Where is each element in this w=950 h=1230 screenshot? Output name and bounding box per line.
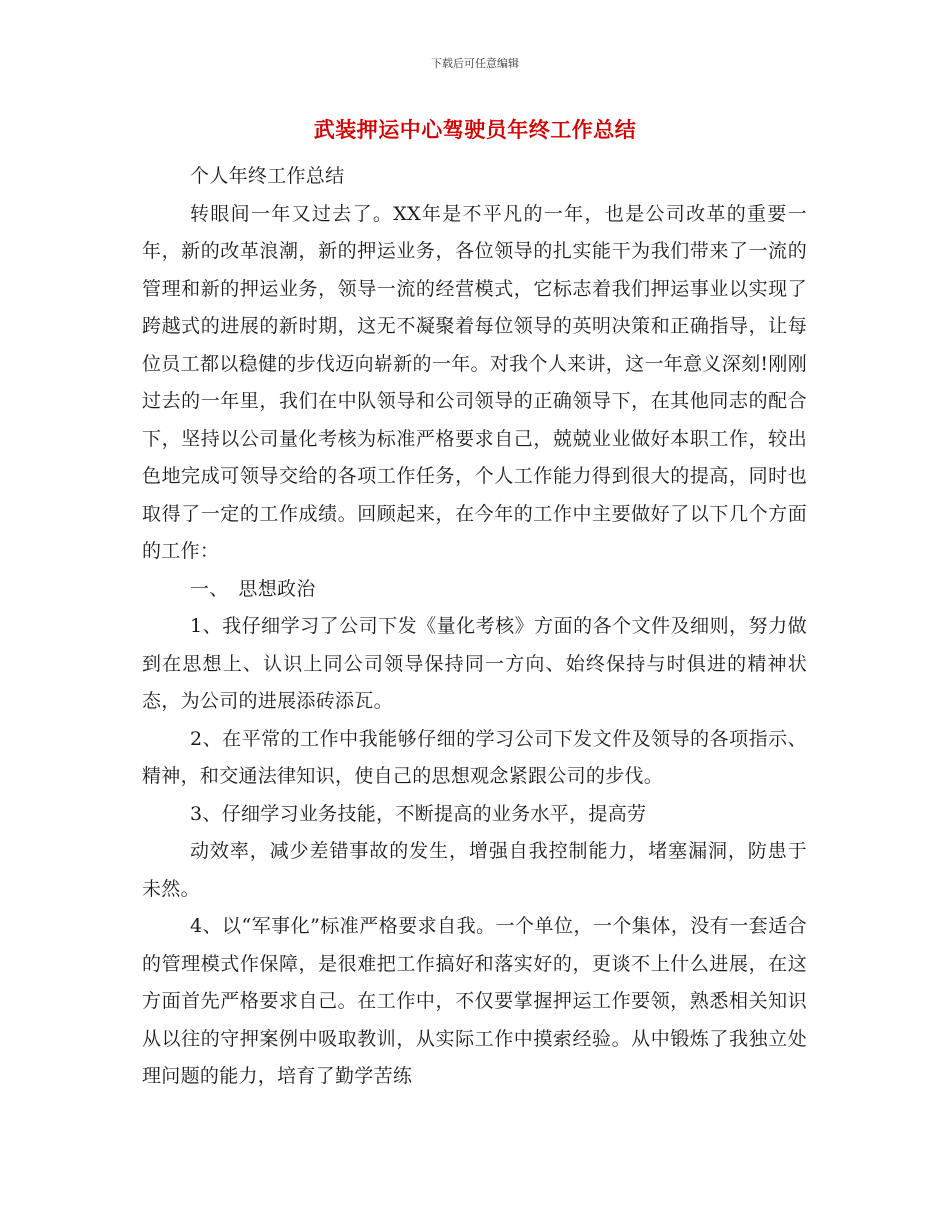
- paragraph: 4、以“军事化”标准严格要求自我。一个单位，一个集体，没有一套适合的管理模式作保障，是很难把工作搞好和落实好的，更谈不上什么进展，在这方面首先严格要求自己。在工作中，不仅要掌握押运工作要领，熟悉相关知识从以往的守押案例中吸取教训，从实际工作中摸索经验。从中锻炼了我独立处理问题的能力，培育了勤学苦练: [142, 915, 807, 1087]
- paragraph: 3、仔细学习业务技能，不断提高的业务水平，提高劳: [190, 802, 647, 825]
- paragraph: 1、我仔细学习了公司下发《量化考核》方面的各个文件及细则，努力做到在思想上、认识上同公司领导保持同一方向、始终保持与时俱进的精神状态，为公司的进展添砖添瓦。: [142, 615, 807, 712]
- paragraph: 转眼间一年又过去了。XX年是不平凡的一年，也是公司改革的重要一年，新的改革浪潮，新的押运业务，各位领导的扎实能干为我们带来了一流的管理和新的押运业务，领导一流的经营模式，它标志着我们押运事业以实现了跨越式的进展的新时期，这无不凝聚着每位领导的英明决策和正确指导，让每位员工都以稳健的步伐迈向崭新的一年。对我个人来讲，这一年意义深刻!刚刚过去的一年里，我们在中队领导和公司领导的正确领导下，在其他同志的配合下，坚持以公司量化考核为标准严格要求自己，兢兢业业做好本职工作，较出色地完成可领导交给的各项工作任务，个人工作能力得到很大的提高，同时也取得了一定的工作成绩。回顾起来，在今年的工作中主要做好了以下几个方面的工作：: [142, 202, 807, 562]
- document-body: [142, 158, 807, 1096]
- header-note: 下载后可任意编辑: [431, 57, 519, 70]
- paragraph-subtitle: 个人年终工作总结: [190, 165, 345, 187]
- paragraph: 2、在平常的工作中我能够仔细的学习公司下发文件及领导的各项指示、精神，和交通法律知识，使自己的思想观念紧跟公司的步伐。: [142, 727, 807, 787]
- document-title: 武装押运中心驾驶员年终工作总结: [313, 118, 637, 142]
- section-heading: 一、 思想政治: [190, 577, 316, 600]
- paragraph: 动效率，减少差错事故的发生，增强自我控制能力，堵塞漏洞，防患于未然。: [142, 840, 807, 900]
